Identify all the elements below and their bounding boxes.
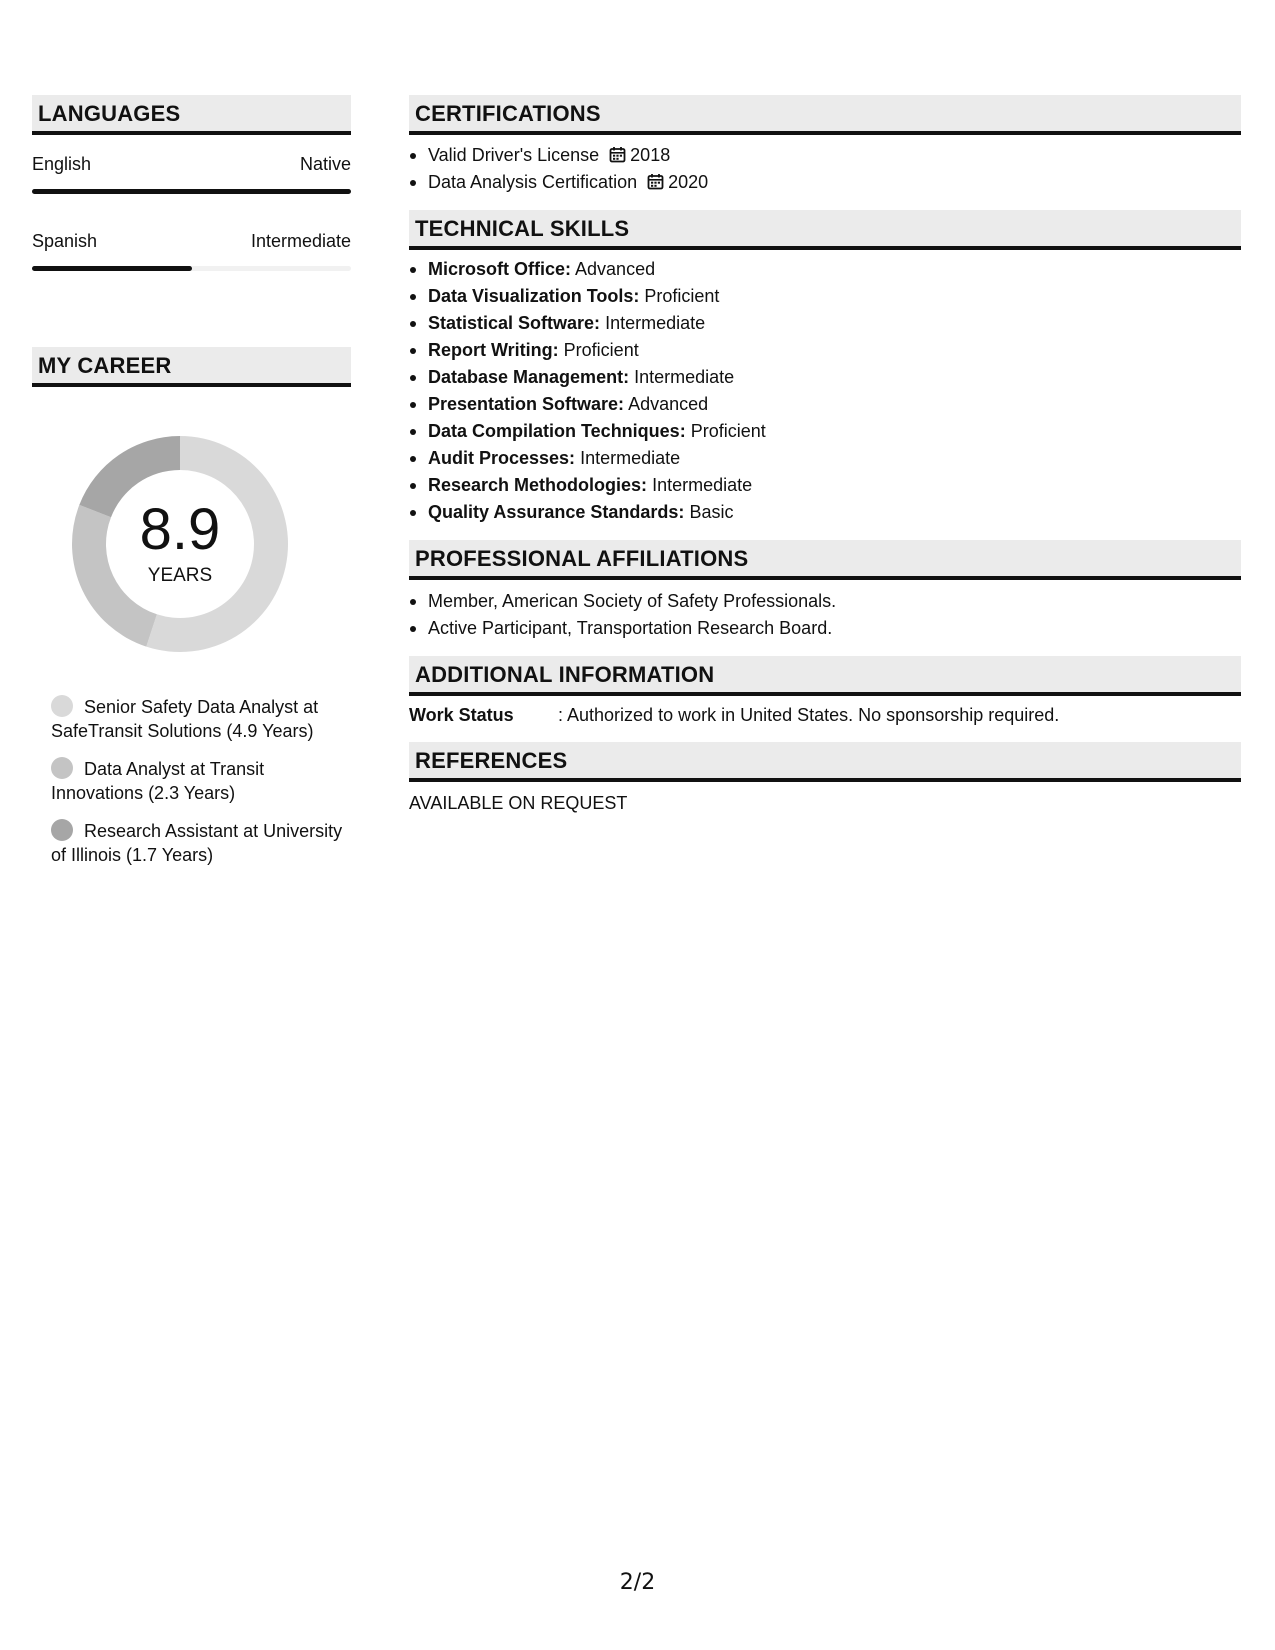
calendar-icon [609, 146, 626, 163]
skill-name: Database Management: [428, 367, 630, 387]
skill-level: Proficient [644, 286, 720, 306]
technical-skills-list [409, 256, 1241, 526]
work-status-label: Work Status [409, 705, 514, 725]
skill-level: Proficient [563, 340, 639, 360]
affiliation-item: Member, American Society of Safety Professionals. [409, 588, 1241, 615]
career-donut-chart [65, 429, 295, 659]
skill-level: Advanced [628, 394, 709, 414]
skill-name: Microsoft Office: [428, 259, 572, 279]
skill-name: Report Writing: [428, 340, 559, 360]
skill-name: Data Visualization Tools: [428, 286, 640, 306]
page-number: 2/2 [619, 1570, 656, 1595]
skill-item [409, 418, 1241, 445]
skill-name: Audit Processes: [428, 448, 576, 468]
legend-dot-icon [51, 695, 73, 717]
skill-level: Intermediate [652, 475, 753, 495]
skill-level: Basic [689, 502, 734, 522]
certification-name: Data Analysis Certification [428, 172, 638, 192]
skill-level: Proficient [690, 421, 766, 441]
skill-item [409, 391, 1241, 418]
legend-dot-icon [51, 757, 73, 779]
skill-level: Advanced [575, 259, 656, 279]
language-item [32, 149, 351, 194]
career-total-unit: YEARS [147, 565, 213, 586]
language-proficiency-fill [32, 266, 192, 271]
career-total-years: 8.9 [139, 497, 221, 562]
work-status-row [409, 702, 1241, 728]
legend-dot-icon [51, 819, 73, 841]
language-level: Native [299, 154, 351, 174]
skill-name: Presentation Software: [428, 394, 625, 414]
certification-year: 2020 [668, 172, 709, 192]
skill-name: Quality Assurance Standards: [428, 502, 685, 522]
certification-year: 2018 [630, 145, 671, 165]
right-column [409, 95, 1241, 816]
skill-item [409, 283, 1241, 310]
skill-item [409, 310, 1241, 337]
skill-item [409, 499, 1241, 526]
certifications-heading: CERTIFICATIONS [409, 95, 1241, 135]
career-role-label: Data Analyst at Transit Innovations (2.3 Years) [51, 759, 265, 803]
languages-heading: LANGUAGES [32, 95, 351, 135]
left-column [32, 95, 351, 881]
language-proficiency-bar [32, 266, 351, 271]
career-heading: MY CAREER [32, 347, 351, 387]
references-text: AVAILABLE ON REQUEST [409, 793, 628, 813]
career-role-label: Senior Safety Data Analyst at SafeTransit Solutions (4.9 Years) [51, 697, 319, 741]
affiliation-item: Active Participant, Transportation Research Board. [409, 615, 1241, 642]
certifications-list [409, 142, 1241, 196]
skill-level: Intermediate [605, 313, 706, 333]
language-proficiency-bar [32, 189, 351, 194]
language-level: Intermediate [250, 231, 351, 251]
references-heading: REFERENCES [409, 742, 1241, 782]
calendar-icon [647, 173, 664, 190]
skill-name: Data Compilation Techniques: [428, 421, 686, 441]
skill-item [409, 472, 1241, 499]
skill-name: Research Methodologies: [428, 475, 648, 495]
technical-skills-heading: TECHNICAL SKILLS [409, 210, 1241, 250]
certification-item [409, 142, 1241, 169]
skill-level: Intermediate [580, 448, 681, 468]
career-legend-item [51, 757, 351, 805]
career-legend [51, 695, 351, 867]
skill-item [409, 445, 1241, 472]
language-name: Spanish [32, 231, 98, 251]
career-legend-item [51, 695, 351, 743]
additional-info-heading: ADDITIONAL INFORMATION [409, 656, 1241, 696]
work-status-value: : Authorized to work in United States. No sponsorship required. [558, 705, 1060, 725]
certification-item [409, 169, 1241, 196]
career-legend-item [51, 819, 351, 867]
certification-name: Valid Driver's License [428, 145, 600, 165]
language-item [32, 226, 351, 271]
affiliations-heading: PROFESSIONAL AFFILIATIONS [409, 540, 1241, 580]
skill-item [409, 364, 1241, 391]
skill-item [409, 256, 1241, 283]
skill-item [409, 337, 1241, 364]
skill-level: Intermediate [634, 367, 735, 387]
language-proficiency-fill [32, 189, 351, 194]
language-name: English [32, 154, 92, 174]
skill-name: Statistical Software: [428, 313, 601, 333]
affiliations-list [409, 588, 1241, 642]
career-role-label: Research Assistant at University of Illinois (1.7 Years) [51, 821, 343, 865]
